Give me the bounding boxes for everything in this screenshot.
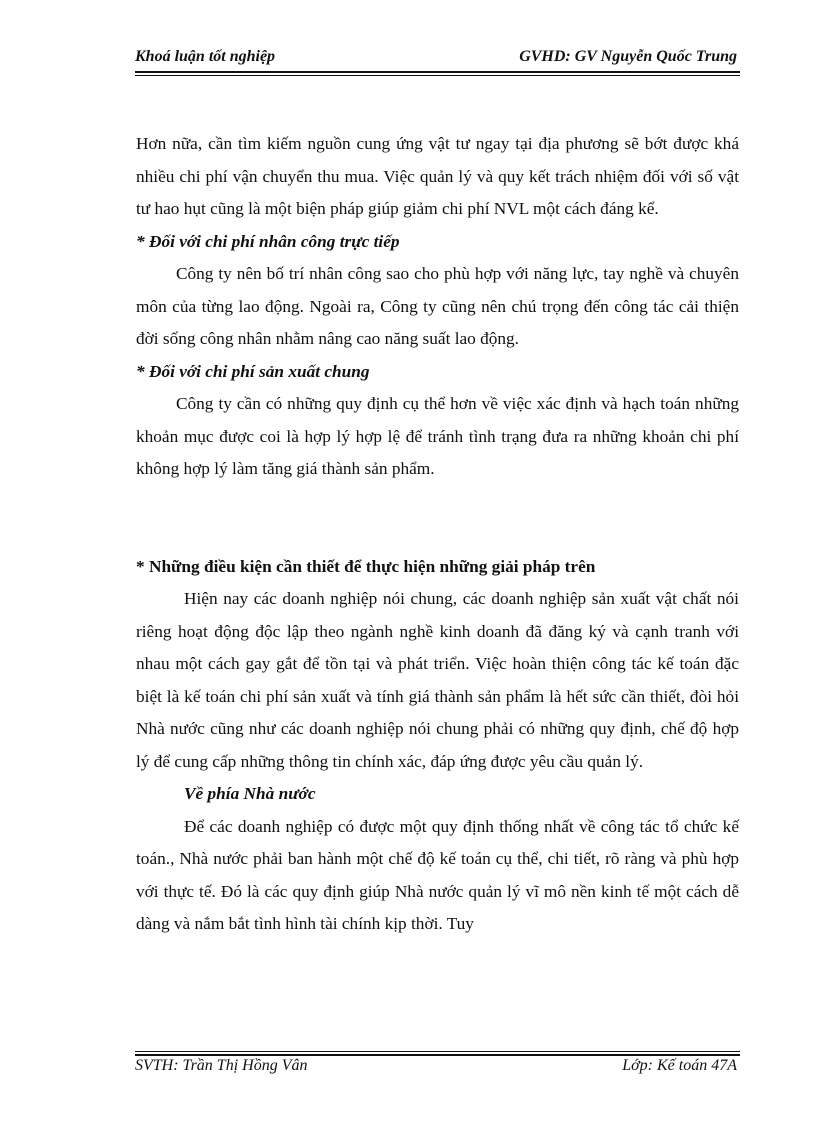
footer-rule-thin [135, 1051, 740, 1052]
heading-conditions: * Những điều kiện cần thiết để thực hiện những giải pháp trên [136, 556, 596, 576]
heading-overhead: * Đối với chi phí sản xuất chung [136, 361, 370, 381]
paragraph-material-cost: Hơn nữa, cần tìm kiếm nguồn cung ứng vật tư ngay tại địa phương sẽ bớt được khá nhiều chi phí vận chuyển thu mua. Việc quản lý và quy kết trách nhiệm đối với số vật tư hao hụt cũng là một biện pháp giúp giảm chi phí NVL một cách đáng kể. [136, 134, 739, 218]
paragraph-conditions: Hiện nay các doanh nghiệp nói chung, các doanh nghiệp sản xuất vật chất nói riêng hoạt động độc lập theo ngành nghề kinh doanh đã đăng ký và cạnh tranh với nhau một cách gay gắt để tồn tại và phát triển. Việc hoàn thiện công tác kế toán đặc biệt là kế toán chi phí sản xuất và tính giá thành sản phẩm là hết sức cần thiết, đòi hỏi Nhà nước cũng như các doanh nghiệp nói chung phải có những quy định, chế độ hợp lý để cung cấp những thông tin chính xác, đáp ứng được yêu cầu quản lý. [136, 589, 739, 771]
section-gap [136, 486, 739, 551]
header-supervisor: GVHD: GV Nguyễn Quốc Trung [519, 48, 737, 65]
heading-state-side: Về phía Nhà nước [184, 784, 316, 803]
header-thesis-title: Khoá luận tốt nghiệp [135, 48, 276, 65]
header-rule-thin [135, 75, 740, 76]
footer-student: SVTH: Trần Thị Hồng Vân [135, 1057, 308, 1074]
heading-direct-labor: * Đối với chi phí nhân công trực tiếp [136, 231, 400, 251]
header-rule-thick [135, 71, 740, 73]
page-footer [135, 1057, 739, 1081]
document-body [136, 128, 739, 941]
page-header [135, 48, 739, 72]
footer-class: Lớp: Kế toán 47A [622, 1057, 737, 1074]
paragraph-direct-labor: Công ty nên bố trí nhân công sao cho phù hợp với năng lực, tay nghề và chuyên môn của từng lao động. Ngoài ra, Công ty cũng nên chú trọng đến công tác cải thiện đời sống công nhân nhằm nâng cao năng suất lao động. [136, 264, 739, 348]
paragraph-state-side: Để các doanh nghiệp có được một quy định thống nhất về công tác tổ chức kế toán., Nhà nước phải ban hành một chế độ kế toán cụ thể, chi tiết, rõ ràng và phù hợp với thực tế. Đó là các quy định giúp Nhà nước quản lý vĩ mô nền kinh tế một cách dễ dàng và nắm bắt tình hình tài chính kịp thời. Tuy [136, 816, 739, 933]
paragraph-overhead: Công ty cần có những quy định cụ thể hơn về việc xác định và hạch toán những khoản mục được coi là hợp lý hợp lệ để tránh tình trạng đưa ra những khoản chi phí không hợp lý làm tăng giá thành sản phẩm. [136, 394, 739, 478]
footer-rule-thick [135, 1054, 740, 1056]
